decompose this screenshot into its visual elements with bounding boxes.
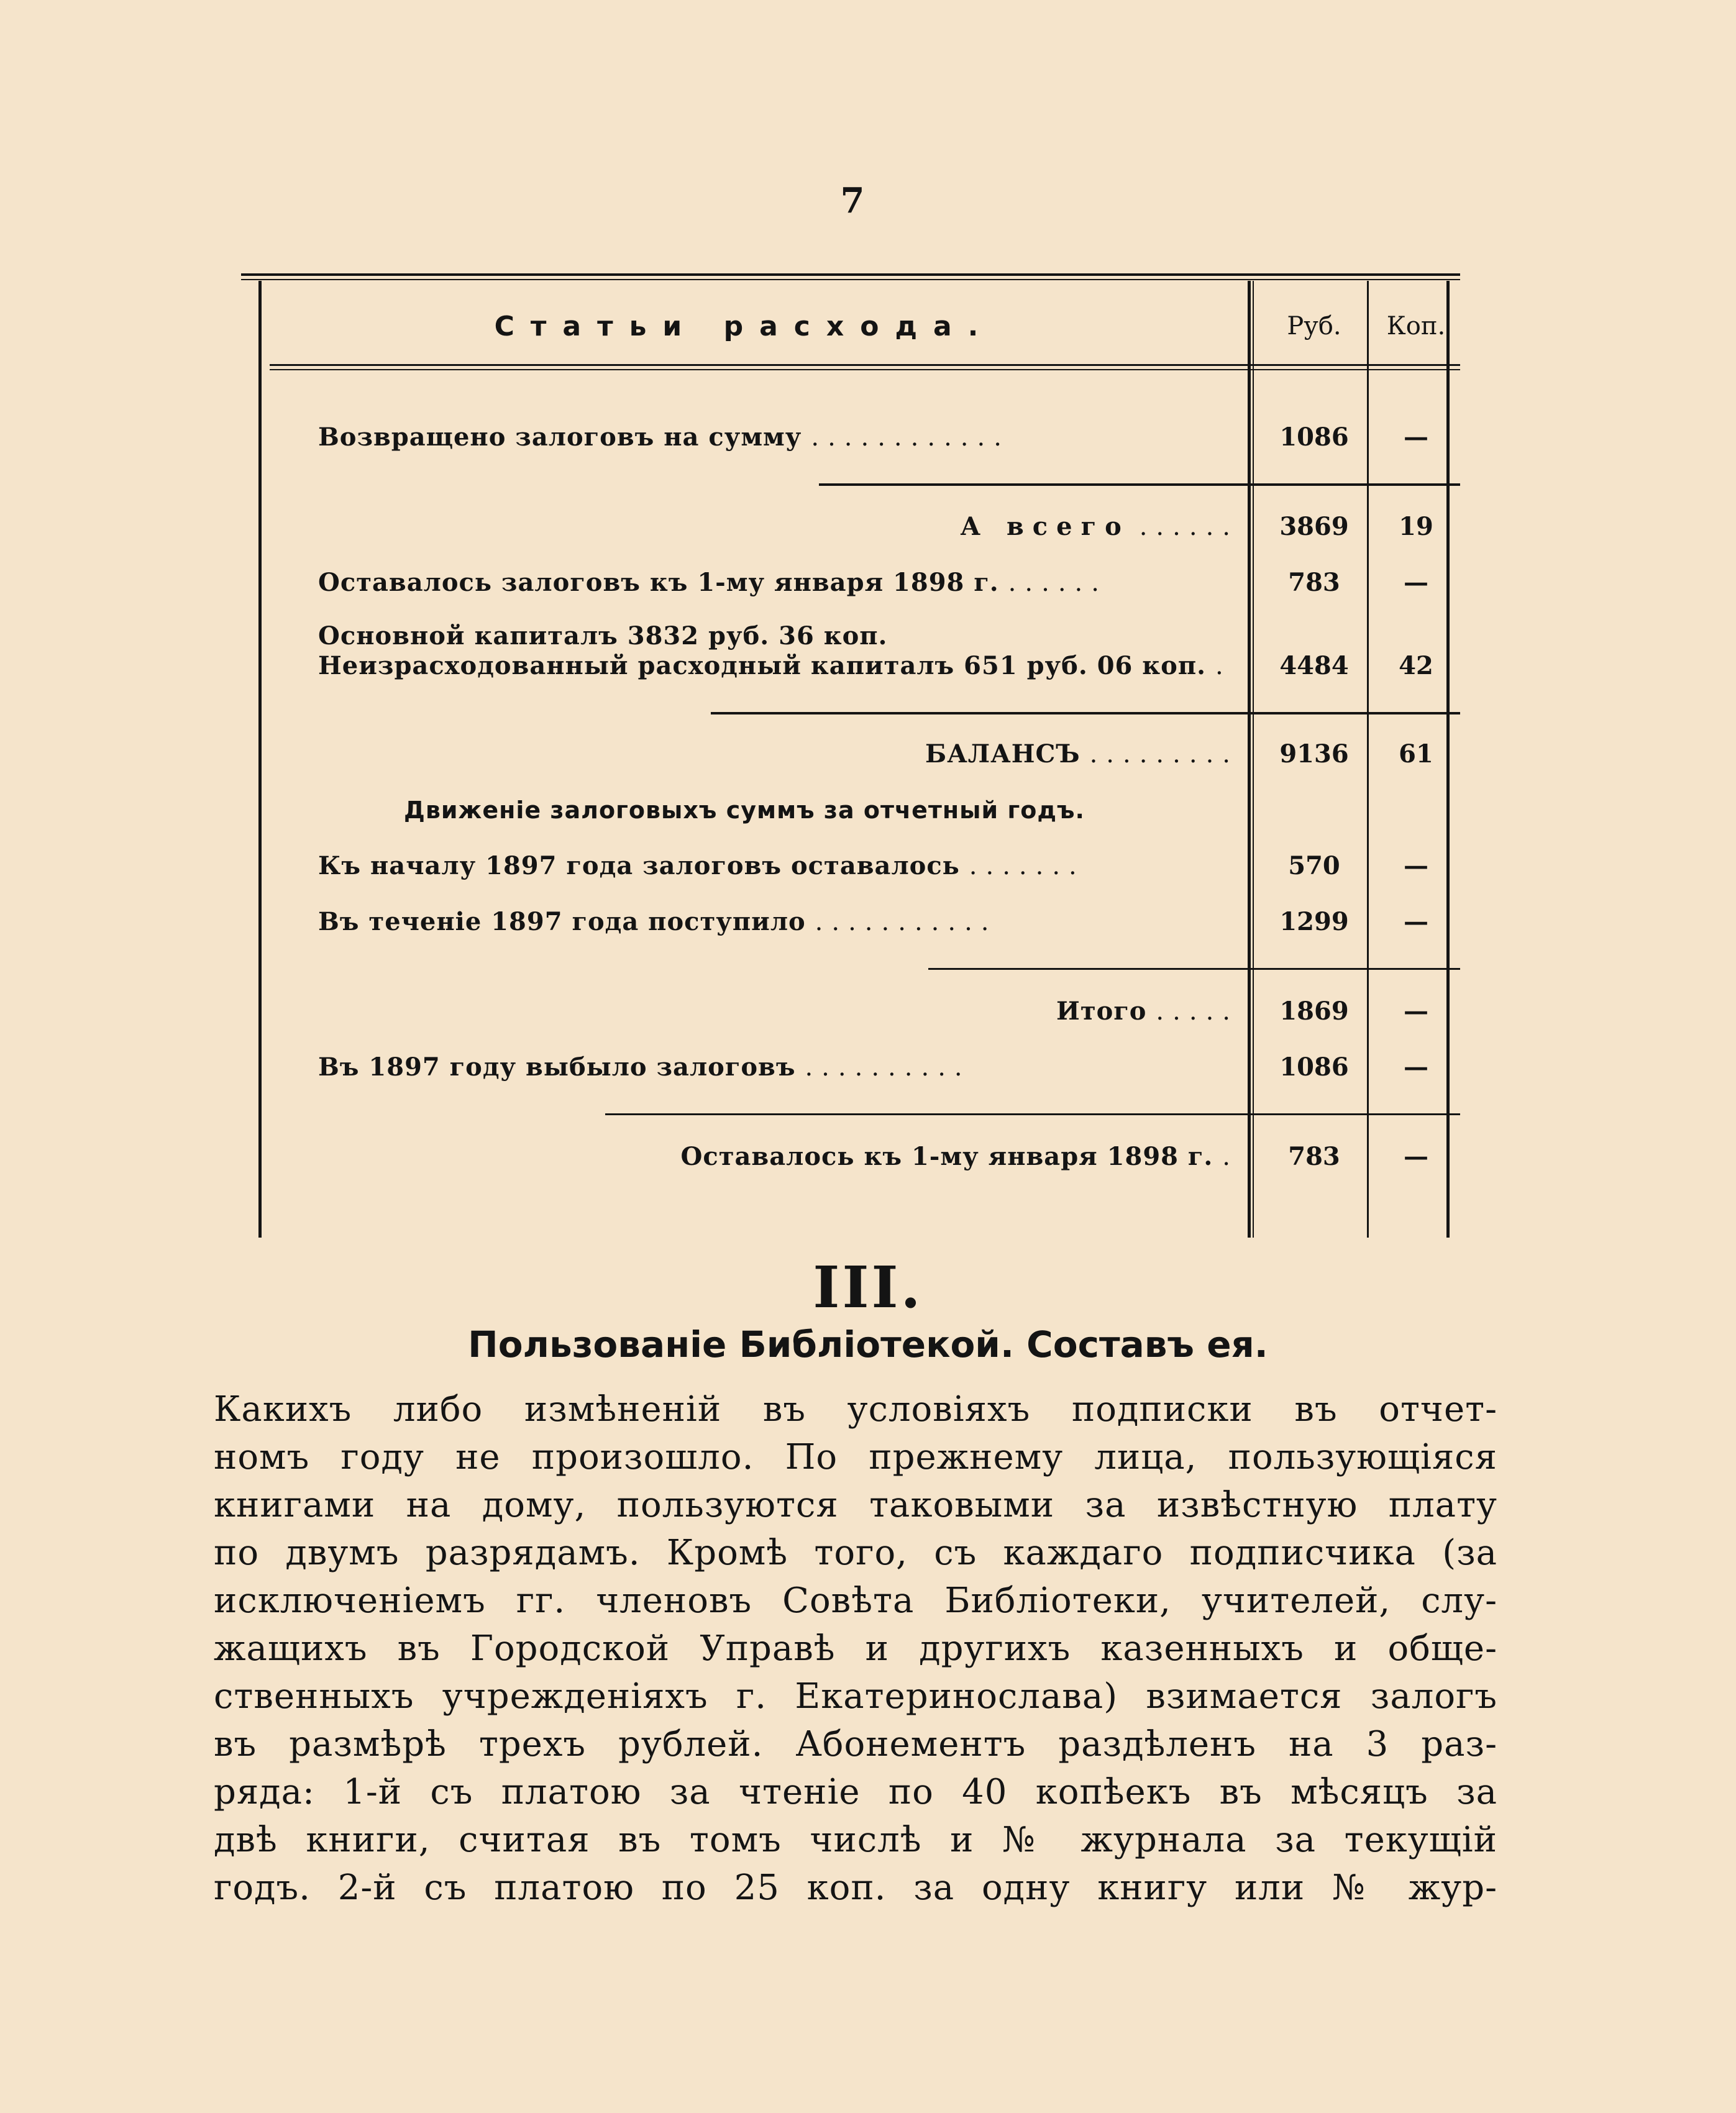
table-row	[241, 1142, 1460, 1177]
table-top-rule-thin	[241, 279, 1460, 280]
table-row	[241, 997, 1460, 1031]
row-label: Въ теченіе 1897 года поступило ...........	[318, 907, 998, 936]
table-row	[241, 1052, 1460, 1087]
row-rub: 3869	[1279, 512, 1349, 541]
table-row	[241, 512, 1460, 547]
body-paragraph	[214, 1385, 1497, 1912]
sum-rule	[928, 968, 1460, 970]
row-label: Основной капиталъ 3832 руб. 36 коп. Неизрасходованный расходный капиталъ 651 руб. 06 коп. .	[318, 621, 1232, 680]
text-line: исключеніемъ гг. членовъ Совѣта Библіотеки, учителей, слу-	[214, 1581, 1497, 1621]
table-row	[241, 907, 1460, 942]
row-label: Итого .....	[1056, 997, 1239, 1026]
row-rub: 9136	[1279, 739, 1349, 769]
column-header-kop: Коп.	[1386, 312, 1446, 340]
deposits-movement-heading: Движеніе залоговыхъ суммъ за отчетный годъ.	[404, 796, 1085, 824]
row-kop: 61	[1399, 739, 1433, 769]
column-header-expense-items: Статьи расхода.	[494, 311, 995, 342]
table-row	[241, 422, 1460, 457]
text-line: двѣ книги, считая въ томъ числѣ и № журнала за текущій	[214, 1820, 1497, 1860]
row-label: Къ началу 1897 года залоговъ оставалось .......	[318, 851, 1085, 880]
total-rule	[711, 712, 1460, 714]
expense-table	[241, 273, 1460, 1236]
row-kop: —	[1404, 997, 1428, 1026]
header-bottom-rule-thin	[270, 369, 1460, 370]
row-kop: 19	[1399, 512, 1433, 541]
text-line: книгами на дому, пользуются таковыми за извѣстную плату	[214, 1485, 1497, 1525]
section-title: Пользованіе Библіотекой. Составъ ея.	[468, 1323, 1268, 1366]
subtotal-rule	[819, 483, 1460, 486]
header-bottom-rule	[270, 364, 1460, 366]
row-label: Оставалось залоговъ къ 1-му января 1898 г. ......	[318, 568, 1108, 597]
row-kop: 42	[1399, 651, 1433, 680]
text-line: номъ году не произошло. По прежнему лица, пользующіяся	[214, 1437, 1497, 1477]
remainder-rule	[605, 1113, 1460, 1115]
table-row	[241, 739, 1460, 774]
text-line: по двумъ разрядамъ. Кромѣ того, съ каждаго подписчика (за	[214, 1533, 1497, 1573]
text-line: ряда: 1-й съ платою за чтеніе по 40 копѣекъ въ мѣсяцъ за	[214, 1772, 1497, 1812]
row-kop: —	[1404, 1052, 1428, 1082]
row-kop: —	[1404, 1142, 1428, 1171]
text-line: жащихъ въ Городской Управѣ и другихъ казенныхъ и обще-	[214, 1628, 1497, 1669]
text-line: въ размѣрѣ трехъ рублей. Абонементъ раздѣленъ на 3 раз-	[214, 1724, 1497, 1764]
column-header-rub: Руб.	[1287, 312, 1341, 340]
row-label: А всего ......	[960, 512, 1239, 541]
row-label: Въ 1897 году выбыло залоговъ ..........	[318, 1052, 971, 1082]
row-rub: 570	[1288, 851, 1340, 880]
row-kop: —	[1404, 907, 1428, 936]
table-row	[241, 621, 1460, 690]
row-kop: —	[1404, 422, 1428, 452]
row-rub: 1086	[1279, 1052, 1349, 1082]
text-line: ственныхъ учрежденіяхъ г. Екатеринослава) взимается залогъ	[214, 1676, 1497, 1717]
row-rub: 1869	[1279, 997, 1349, 1026]
row-rub: 4484	[1279, 651, 1349, 680]
row-rub: 1086	[1279, 422, 1349, 452]
row-rub: 783	[1288, 1142, 1340, 1171]
table-top-rule	[241, 273, 1460, 276]
table-row	[241, 568, 1460, 603]
row-kop: —	[1404, 851, 1428, 880]
table-row	[241, 851, 1460, 886]
page-number: 7	[840, 180, 865, 221]
section-number: III.	[813, 1254, 923, 1321]
row-rub: 1299	[1279, 907, 1349, 936]
row-label: Возвращено залоговъ на сумму ............	[318, 422, 1010, 452]
text-line: Какихъ либо измѣненій въ условіяхъ подписки въ отчет-	[214, 1389, 1497, 1430]
row-rub: 783	[1288, 568, 1340, 597]
row-label: БАЛАНСЪ .........	[925, 739, 1239, 769]
row-label: Оставалось къ 1-му января 1898 г. .	[680, 1142, 1239, 1171]
row-kop: —	[1404, 568, 1428, 597]
text-line: годъ. 2-й съ платою по 25 коп. за одну книгу или № жур-	[214, 1868, 1497, 1908]
